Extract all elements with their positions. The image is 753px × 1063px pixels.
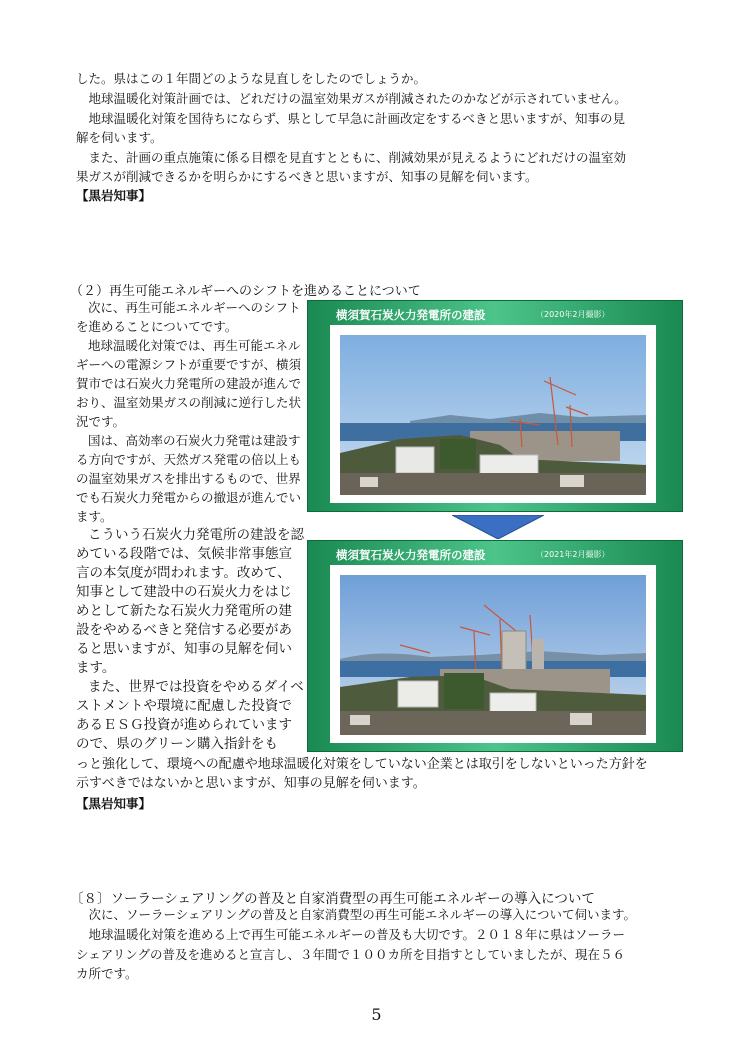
body-line: カ所です。 [76,966,138,981]
paragraph: 地球温暖化対策では、再生可能エネルギーへの電源シフトが重要ですが、横須賀市では石炭火力発電所の建設が進んでおり、温室効果ガスの削減に逆行した状況です。 [76,338,302,429]
tail-line: 示すべきではないかと思いますが、知事の見解を伺います。 [76,776,426,791]
intro-line: また、計画の重点施策に係る目標を見直すとともに、削減効果が見えるようにどれだけの温室効 [76,150,627,165]
body-line: 次に、ソーラーシェアリングの普及と自家消費型の再生可能エネルギーの導入について伺います。 [76,907,637,922]
intro-line: 果ガスが削減できるかを明らかにするべきと思いますが、知事の見解を伺います。 [76,169,538,184]
intro-line: した。県はこの１年間どのような見直しをしたのでしょうか。 [76,71,427,86]
photo-frame [330,325,656,503]
photo-title: 横須賀石炭火力発電所の建設 [336,548,486,562]
down-arrow-icon [452,515,544,539]
governor-label: 【黒岩知事】 [76,796,152,811]
section-heading: （２）再生可能エネルギーへのシフトを進めることについて [70,284,421,299]
paragraph: 次に、再生可能エネルギーへのシフトを進めることについてです。 [76,300,301,334]
tail-line: っと強化して、環境への配慮や地球温暖化対策をしていない企業とは取引をしないといった方針を [76,757,648,772]
photo-date: （2021年2月撮影） [536,550,610,559]
construction-photo-2020 [340,335,646,495]
photo-panel-2021 [307,540,683,752]
photo-title: 横須賀石炭火力発電所の建設 [336,308,486,322]
page-number: 5 [371,1005,382,1024]
paragraph: また、世界では投資をやめるダイベストメントや環境に配慮した投資であるＥＳＧ投資が進められていますので、県のグリーン購入指針をも [76,679,304,752]
body-line: 地球温暖化対策を進める上で再生可能エネルギーの普及も大切です。２０１８年に県はソーラー [76,927,626,942]
photo-panel-2020 [307,300,683,512]
photo-date: （2020年2月撮影） [536,310,610,319]
construction-photo-2021 [340,575,646,735]
section-heading: 〔８〕ソーラーシェアリングの普及と自家消費型の再生可能エネルギーの導入について [70,891,595,907]
paragraph: 国は、高効率の石炭火力発電は建設する方向ですが、天然ガス発電の倍以上もの温室効果ガスを排出するもので、世界でも石炭火力発電からの撤退が進んでいます。 [76,433,302,524]
body-line: シェアリングの普及を進めると宣言し、３年間で１００カ所を目指すとしていましたが、現在５６ [76,947,626,962]
governor-label: 【黒岩知事】 [76,188,152,203]
paragraph: こういう石炭火力発電所の建設を認めている段階では、気候非常事態宣言の本気度が問われます。改めて、知事として建設中の石炭火力をはじめとして新たな石炭火力発電所の建設をやめるべきと発信する必要があると思いますが、知事の見解を伺います。 [76,527,304,676]
photo-frame [330,565,656,743]
intro-line: 解を伺います。 [76,130,163,145]
section2-text-column [76,298,304,754]
intro-line: 地球温暖化対策計画では、どれだけの温室効果ガスが削減されたのかなどが示されていません。 [76,91,627,106]
intro-line: 地球温暖化対策を国待ちにならず、県として早急に計画改定をするべきと思いますが、知事の見 [76,111,626,126]
